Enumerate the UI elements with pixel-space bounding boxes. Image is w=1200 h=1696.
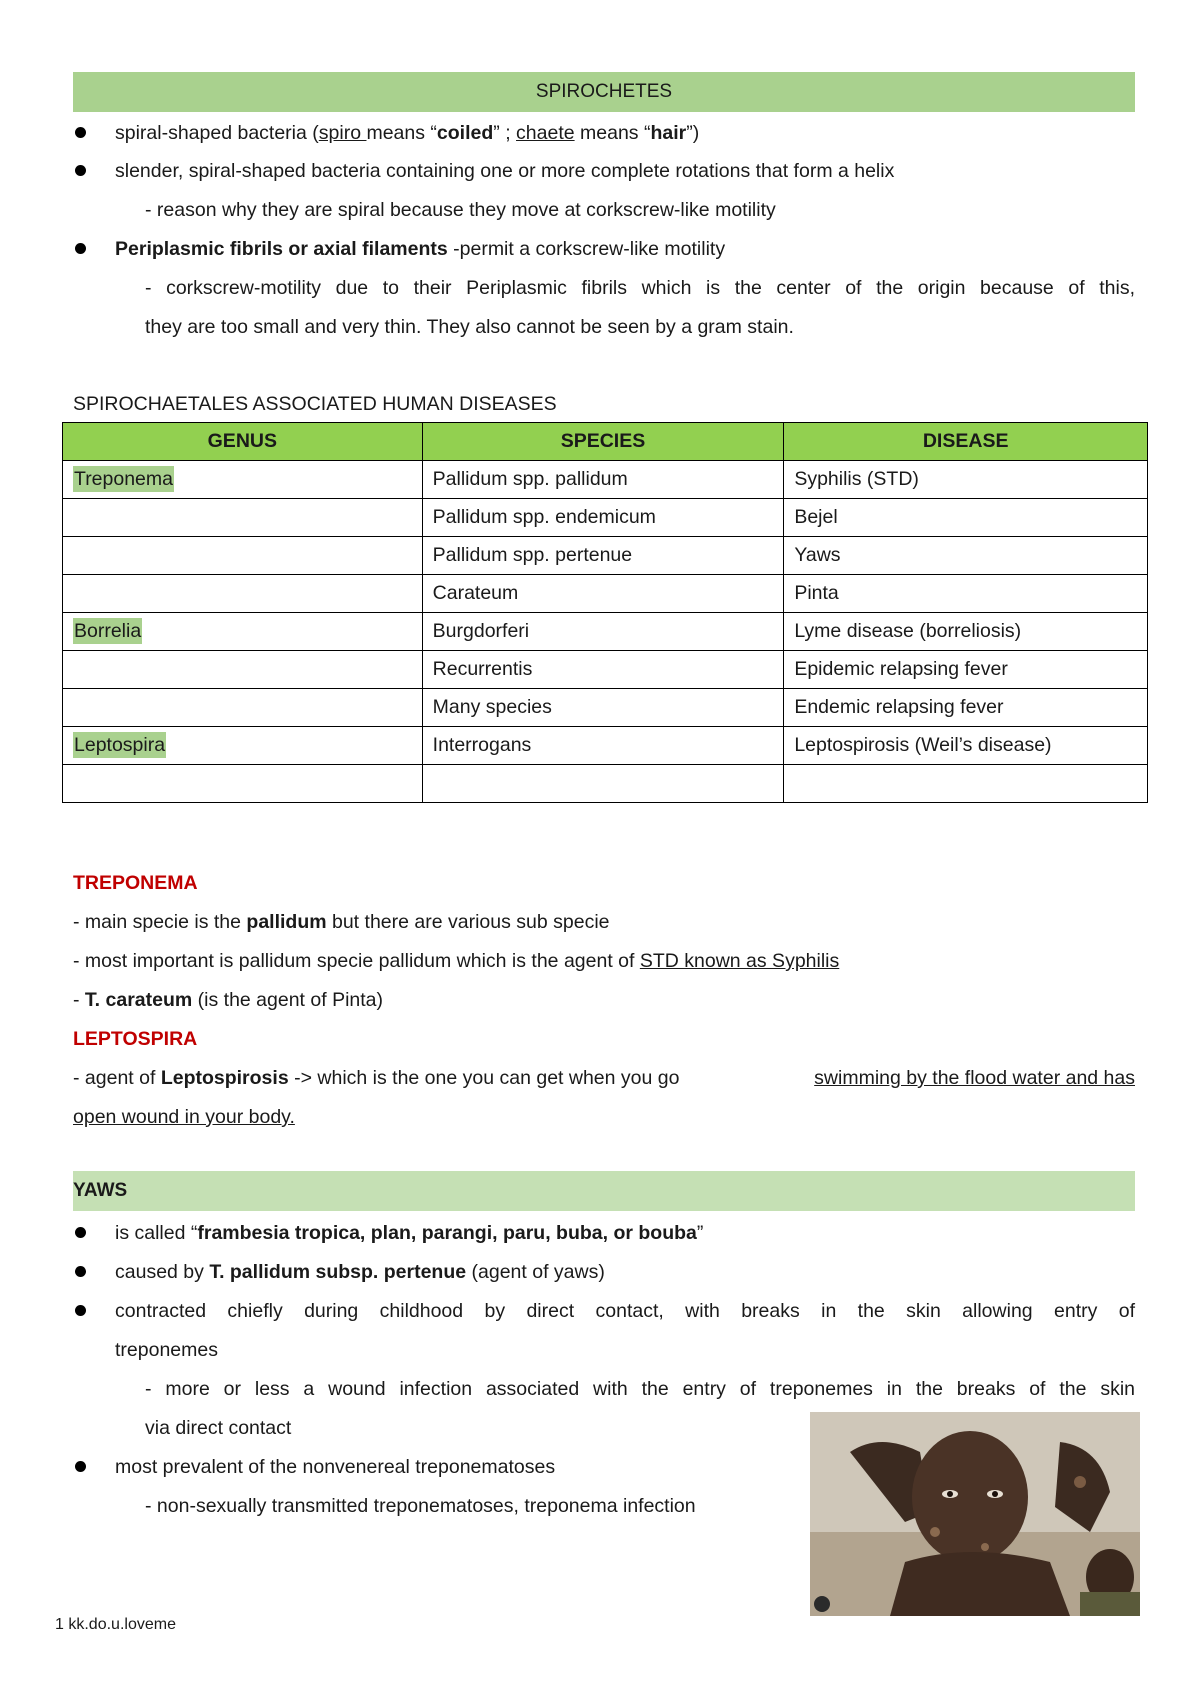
cell-disease: Leptospirosis (Weil’s disease) [784,727,1148,765]
text: means “ [366,122,437,144]
header-species: SPECIES [422,423,784,461]
yaws-banner [73,1171,1135,1211]
text: but there are various sub specie [326,911,610,933]
header-disease: DISEASE [784,423,1148,461]
table-row [63,765,1148,803]
table-row [63,575,1148,613]
treponema-heading: TREPONEMA [73,872,198,894]
table-header-row [63,423,1148,461]
cell-species: Burgdorferi [422,613,784,651]
leptospira-heading: LEPTOSPIRA [73,1028,198,1050]
footer-watermark: kk.do.u.loveme [68,1616,176,1633]
cell-genus [63,537,423,575]
cell-disease [784,765,1148,803]
cell-disease: Syphilis (STD) [784,461,1148,499]
term-hair: hair [650,122,687,144]
yaws-sub-contact: via direct contact [145,1417,292,1439]
cell-species [422,765,784,803]
yaws-patient-photo [810,1412,1140,1616]
sub-note-corkscrew: - corkscrew-motility due to their Periplasmic fibrils which is the center of the origin because of this, [145,277,1135,299]
term-carateum: T. carateum [84,989,193,1011]
text: - [73,989,85,1011]
table-row [63,651,1148,689]
yaws-title: YAWS [73,1180,128,1201]
cell-genus [63,651,423,689]
bullet-icon [75,1461,86,1472]
cell-disease: Pinta [784,575,1148,613]
text: -permit a corkscrew-like motility [447,238,726,260]
text: spiral-shaped bacteria ( [115,122,319,144]
term-syphilis: STD known as Syphilis [639,950,840,972]
treponema-line-3 [73,987,383,1013]
bullet-definition [115,120,699,146]
term-leptospirosis: Leptospirosis [160,1067,289,1089]
bullet-icon [75,127,86,138]
term-coiled: coiled [436,122,494,144]
diseases-table [62,422,1148,803]
yaws-sub-nonsexual: - non-sexually transmitted treponematoses, treponema infection [145,1495,696,1517]
cell-species: Interrogans [422,727,784,765]
text: (is the agent of Pinta) [192,989,384,1011]
cell-species: Pallidum spp. pertenue [422,537,784,575]
header-genus: GENUS [63,423,423,461]
cell-species: Carateum [422,575,784,613]
cell-disease: Endemic relapsing fever [784,689,1148,727]
term-spiro: spiro [318,122,367,144]
cell-genus [63,765,423,803]
page-number: 1 [55,1616,64,1633]
leptospira-line-1-left [73,1065,679,1091]
cell-genus [63,689,423,727]
cell-species: Many species [422,689,784,727]
cell-genus [63,461,423,499]
cell-disease: Epidemic relapsing fever [784,651,1148,689]
term-yaws-names: frambesia tropica, plan, parangi, paru, buba, or bouba [197,1222,697,1244]
table-row [63,537,1148,575]
leptospira-line-1 [73,1065,1135,1091]
text: -> which is the one you can get when you go [288,1067,680,1089]
yaws-sub-wound: - more or less a wound infection associated with the entry of treponemes in the breaks of the skin [145,1378,1135,1400]
table-row [63,613,1148,651]
bullet-icon [75,243,86,254]
cell-genus [63,575,423,613]
text: is called “ [115,1222,198,1244]
yaws-bullet-prevalent: most prevalent of the nonvenereal treponematoses [115,1456,556,1478]
table-row [63,499,1148,537]
bullet-periplasmic [115,236,725,262]
cell-species: Pallidum spp. pallidum [422,461,784,499]
table-row [63,727,1148,765]
bullet-icon [75,165,86,176]
text: caused by [115,1261,210,1283]
treponema-line-1 [73,909,610,935]
text: - most important is pallidum specie pallidum which is the agent of [73,950,640,972]
leptospira-line-2: open wound in your body. [73,1106,295,1128]
genus-highlight: Treponema [74,468,173,490]
table-row [63,689,1148,727]
term-chaete: chaete [516,122,575,144]
cell-genus [63,613,423,651]
text: means “ [574,122,651,144]
text: ” ; [493,122,517,144]
cell-genus [63,499,423,537]
yaws-bullet-names [115,1220,703,1246]
bullet-icon [75,1266,86,1277]
photo-illustration [810,1412,1140,1616]
page-footer [55,1616,176,1634]
cell-genus [63,727,423,765]
bullet-shape: slender, spiral-shaped bacteria containing one or more complete rotations that form a helix [115,160,895,182]
bullet-icon [75,1305,86,1316]
spirochetes-title: SPIROCHETES [535,81,673,102]
term-flood-water: swimming by the flood water and has [814,1067,1135,1089]
yaws-bullet-contracted: contracted chiefly during childhood by direct contact, with breaks in the skin allowing entry of [115,1300,1135,1322]
term-pallidum: pallidum [246,911,327,933]
table-row [63,461,1148,499]
text: ” [696,1222,704,1244]
sub-note-thin: they are too small and very thin. They also cannot be seen by a gram stain. [145,316,794,338]
text: - main specie is the [73,911,247,933]
table-caption: SPIROCHAETALES ASSOCIATED HUMAN DISEASES [73,393,557,415]
genus-highlight: Borrelia [74,620,142,642]
bullet-icon [75,1227,86,1238]
yaws-bullet-contracted-cont: treponemes [115,1339,218,1361]
cell-disease: Lyme disease (borreliosis) [784,613,1148,651]
text: - agent of [73,1067,161,1089]
cell-species: Pallidum spp. endemicum [422,499,784,537]
cell-species: Recurrentis [422,651,784,689]
sub-note-reason: - reason why they are spiral because they move at corkscrew-like motility [145,199,776,221]
yaws-bullet-cause [115,1259,605,1285]
text: (agent of yaws) [466,1261,605,1283]
term-pertenue: T. pallidum subsp. pertenue [209,1261,467,1283]
text: ”) [686,122,700,144]
cell-disease: Bejel [784,499,1148,537]
spirochetes-banner [73,72,1135,112]
treponema-line-2 [73,948,839,974]
genus-highlight: Leptospira [74,734,166,756]
cell-disease: Yaws [784,537,1148,575]
term-periplasmic: Periplasmic fibrils or axial filaments [115,238,448,260]
